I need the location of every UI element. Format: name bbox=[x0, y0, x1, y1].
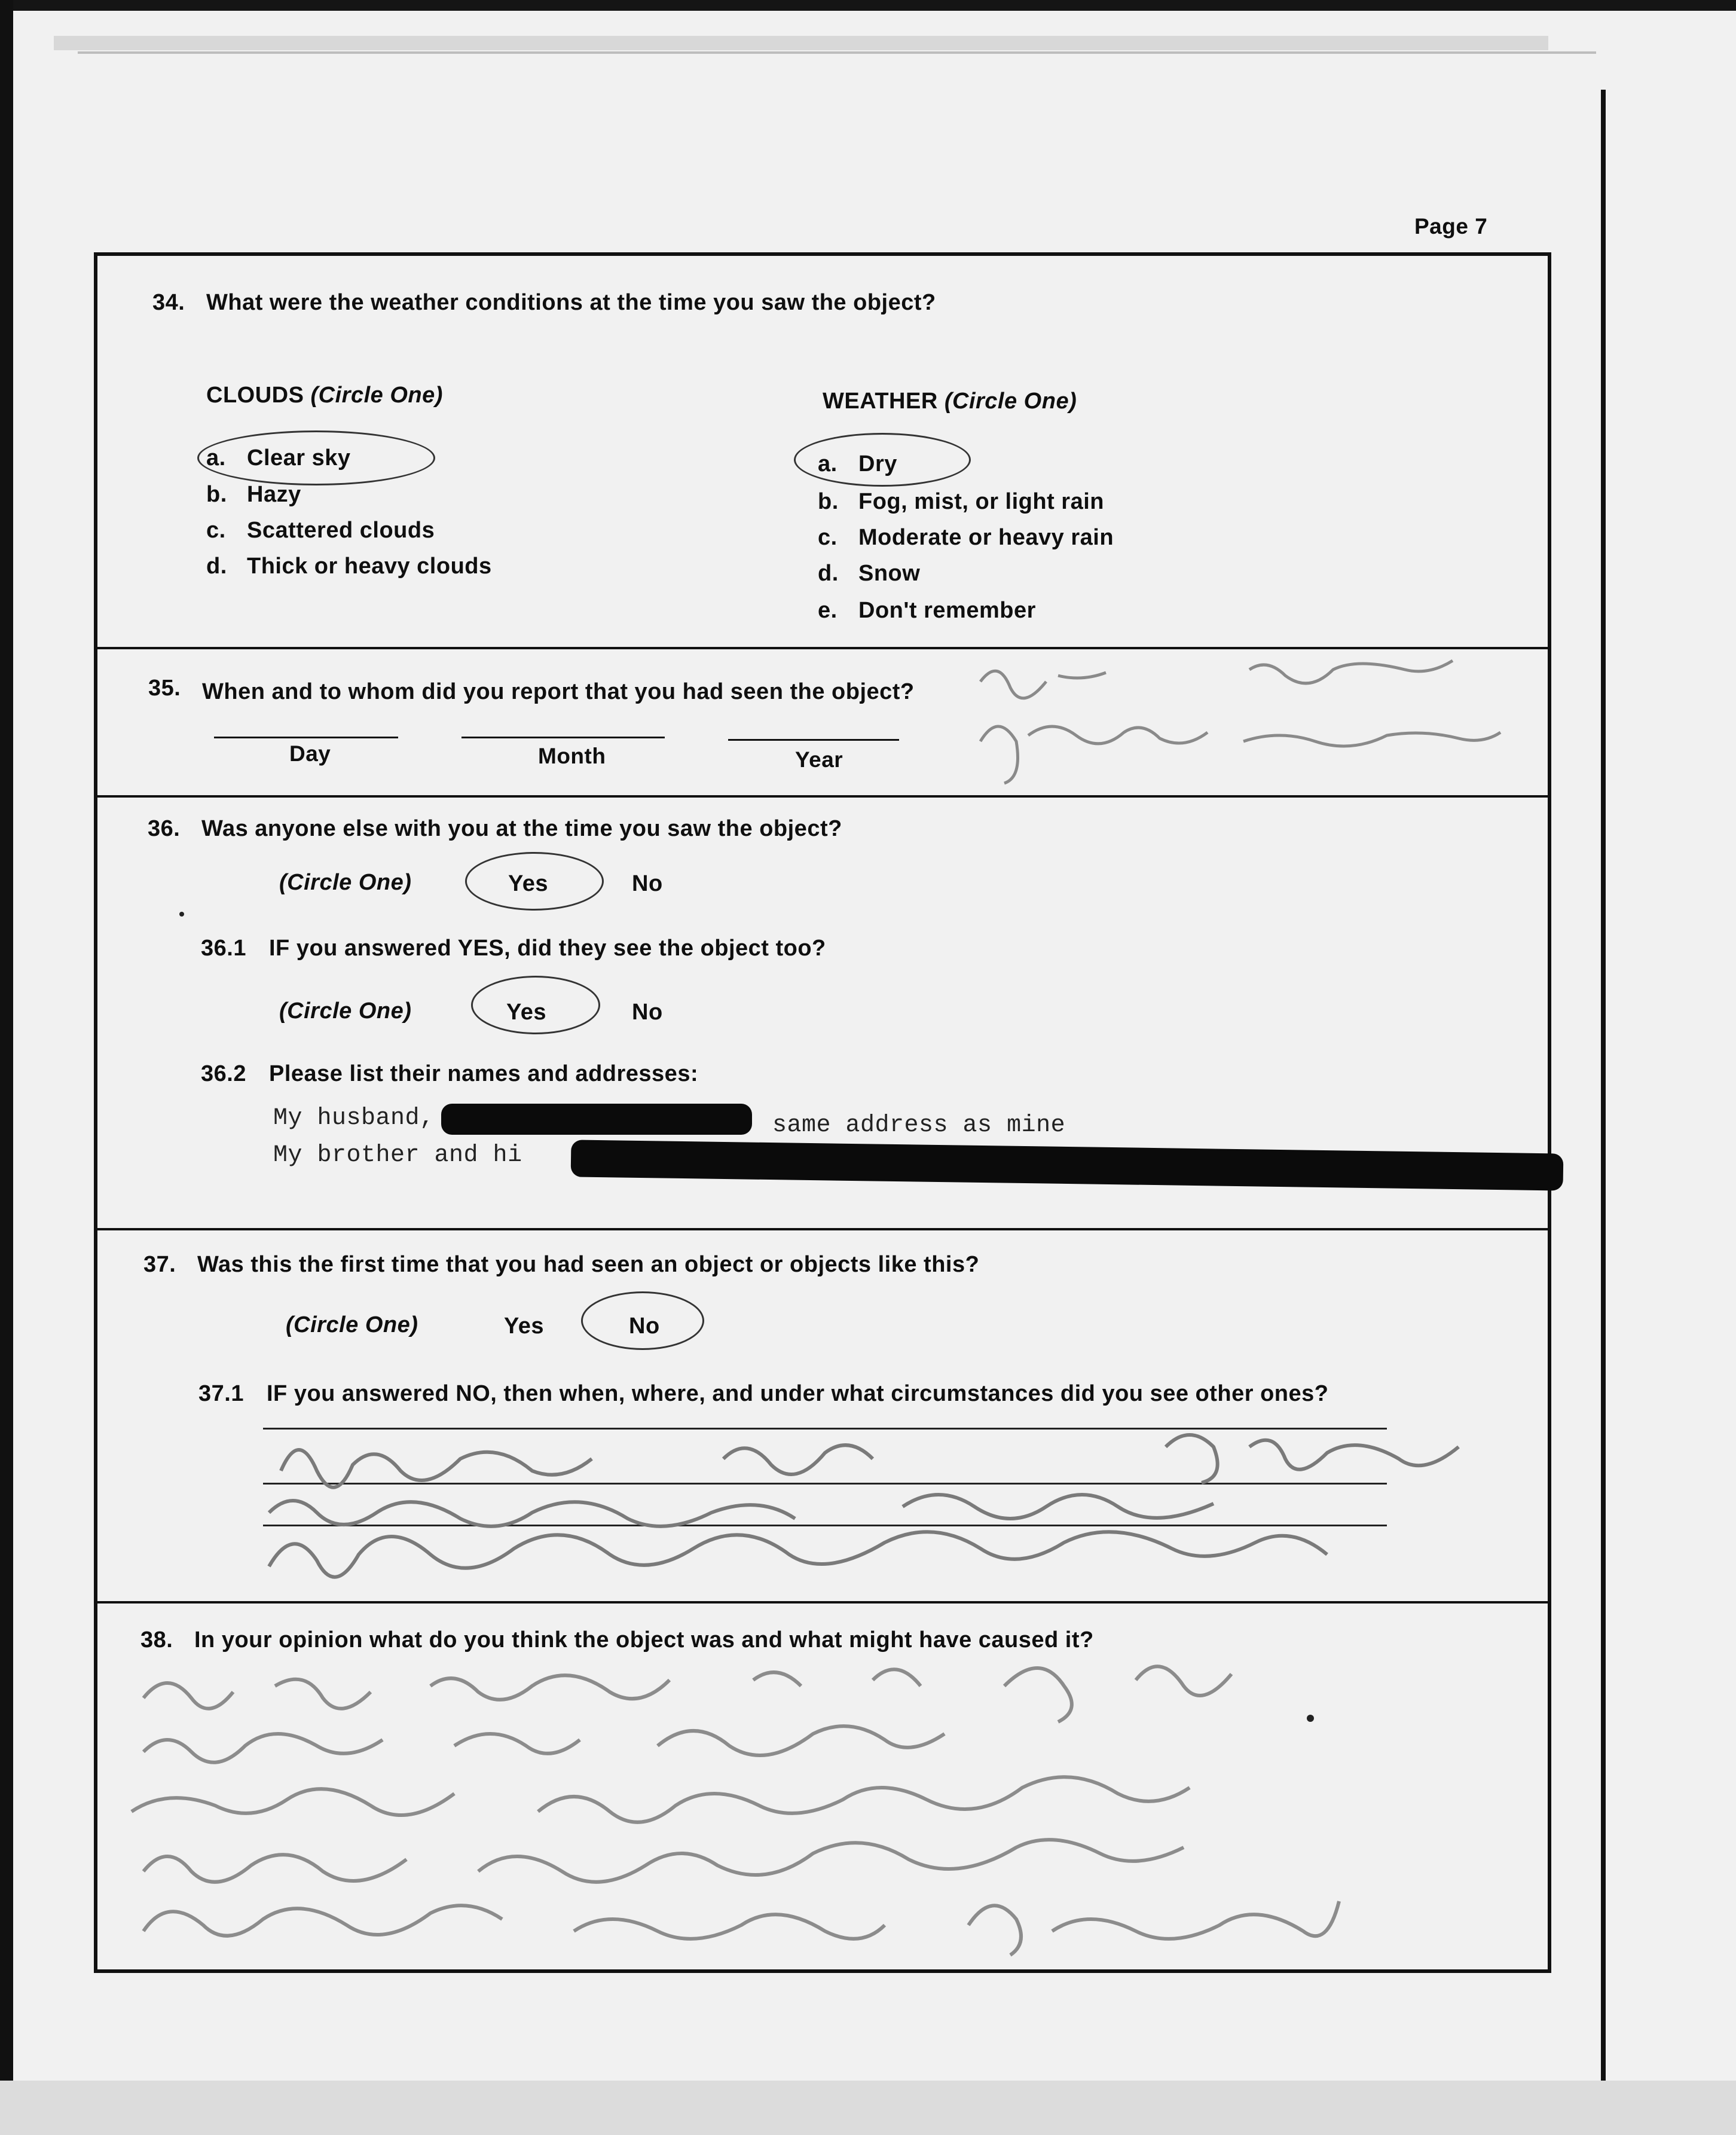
scan-smudge bbox=[54, 36, 1548, 50]
day-label: Day bbox=[289, 741, 331, 766]
weather-option-c-letter[interactable]: c. bbox=[818, 525, 838, 550]
redaction-bar-1 bbox=[441, 1104, 752, 1135]
q36-yes-option[interactable]: Yes bbox=[508, 871, 549, 896]
scan-left-border bbox=[0, 0, 13, 2135]
weather-circle-one: (Circle One) bbox=[944, 389, 1077, 414]
q38-handwriting-scribble bbox=[120, 1662, 1554, 1961]
q37-question: Was this the first time that you had seen an object or objects like this? bbox=[197, 1252, 980, 1277]
stray-ink-dot bbox=[1307, 1715, 1314, 1722]
weather-option-b[interactable]: Fog, mist, or light rain bbox=[858, 489, 1104, 514]
clouds-option-d-letter[interactable]: d. bbox=[206, 554, 227, 579]
month-blank[interactable] bbox=[461, 737, 665, 738]
clouds-option-d[interactable]: Thick or heavy clouds bbox=[247, 554, 492, 579]
q36-1-number: 36.1 bbox=[201, 936, 246, 961]
page-number: Page 7 bbox=[1414, 214, 1488, 239]
clouds-option-a[interactable]: Clear sky bbox=[247, 445, 351, 471]
q37-number: 37. bbox=[143, 1252, 176, 1277]
page-edge-rule bbox=[1601, 90, 1606, 2110]
weather-option-d-letter[interactable]: d. bbox=[818, 561, 839, 586]
q35-handwriting-scribble bbox=[968, 658, 1530, 789]
weather-option-a-letter[interactable]: a. bbox=[818, 451, 838, 477]
q36-question: Was anyone else with you at the time you saw the object? bbox=[201, 816, 842, 841]
q36-circle-one: (Circle One) bbox=[279, 870, 412, 895]
q38-question: In your opinion what do you think the object was and what might have caused it? bbox=[194, 1627, 1094, 1653]
q37-1-handwriting-scribble bbox=[257, 1423, 1500, 1602]
typed-line-husband: My husband, bbox=[273, 1105, 435, 1132]
q34-question: What were the weather conditions at the time you saw the object? bbox=[206, 290, 936, 315]
q36-1-no-option[interactable]: No bbox=[632, 1000, 663, 1025]
year-blank[interactable] bbox=[728, 739, 899, 741]
clouds-option-b-letter[interactable]: b. bbox=[206, 482, 227, 507]
q36-number: 36. bbox=[148, 816, 181, 841]
q35-question: When and to whom did you report that you had seen the object? bbox=[202, 679, 915, 704]
scan-fold-line bbox=[78, 51, 1596, 54]
q35-number: 35. bbox=[148, 676, 181, 701]
weather-option-b-letter[interactable]: b. bbox=[818, 489, 839, 514]
q36-2-question: Please list their names and addresses: bbox=[269, 1061, 699, 1086]
q36-2-number: 36.2 bbox=[201, 1061, 246, 1086]
q36-1-circle-one: (Circle One) bbox=[279, 998, 412, 1024]
q36-1-question: IF you answered YES, did they see the object too? bbox=[269, 936, 826, 961]
q37-yes-option[interactable]: Yes bbox=[504, 1314, 545, 1339]
clouds-header-label: CLOUDS bbox=[206, 383, 304, 408]
month-label: Month bbox=[538, 744, 606, 768]
weather-option-c[interactable]: Moderate or heavy rain bbox=[858, 525, 1114, 550]
year-label: Year bbox=[795, 747, 843, 772]
weather-header bbox=[823, 389, 1077, 414]
clouds-option-c[interactable]: Scattered clouds bbox=[247, 518, 435, 543]
day-blank[interactable] bbox=[214, 737, 398, 738]
clouds-header bbox=[206, 383, 443, 408]
q37-circle-one: (Circle One) bbox=[286, 1312, 418, 1337]
weather-option-a[interactable]: Dry bbox=[858, 451, 897, 477]
clouds-option-a-letter[interactable]: a. bbox=[206, 445, 226, 471]
typed-line-same-address: same address as mine bbox=[772, 1112, 1066, 1139]
clouds-circle-one: (Circle One) bbox=[310, 383, 443, 408]
divider-36-37 bbox=[96, 1228, 1549, 1230]
typed-line-brother: My brother and hi bbox=[273, 1142, 522, 1169]
weather-option-e-letter[interactable]: e. bbox=[818, 598, 838, 623]
scan-top-border bbox=[0, 0, 1736, 11]
q37-1-question: IF you answered NO, then when, where, and under what circumstances did you see other ones? bbox=[267, 1381, 1329, 1406]
scan-bottom-shadow bbox=[0, 2081, 1736, 2135]
weather-header-label: WEATHER bbox=[823, 389, 938, 414]
q37-1-number: 37.1 bbox=[198, 1381, 244, 1406]
q34-number: 34. bbox=[152, 290, 185, 315]
q38-number: 38. bbox=[140, 1627, 173, 1653]
q37-no-option[interactable]: No bbox=[629, 1314, 660, 1339]
divider-34-35 bbox=[96, 647, 1549, 649]
weather-option-e[interactable]: Don't remember bbox=[858, 598, 1036, 623]
q36-1-yes-option[interactable]: Yes bbox=[506, 1000, 547, 1025]
stray-ink-dot bbox=[179, 912, 184, 917]
clouds-option-c-letter[interactable]: c. bbox=[206, 518, 226, 543]
clouds-option-b[interactable]: Hazy bbox=[247, 482, 301, 507]
weather-option-d[interactable]: Snow bbox=[858, 561, 921, 586]
q36-no-option[interactable]: No bbox=[632, 871, 663, 896]
divider-35-36 bbox=[96, 795, 1549, 798]
